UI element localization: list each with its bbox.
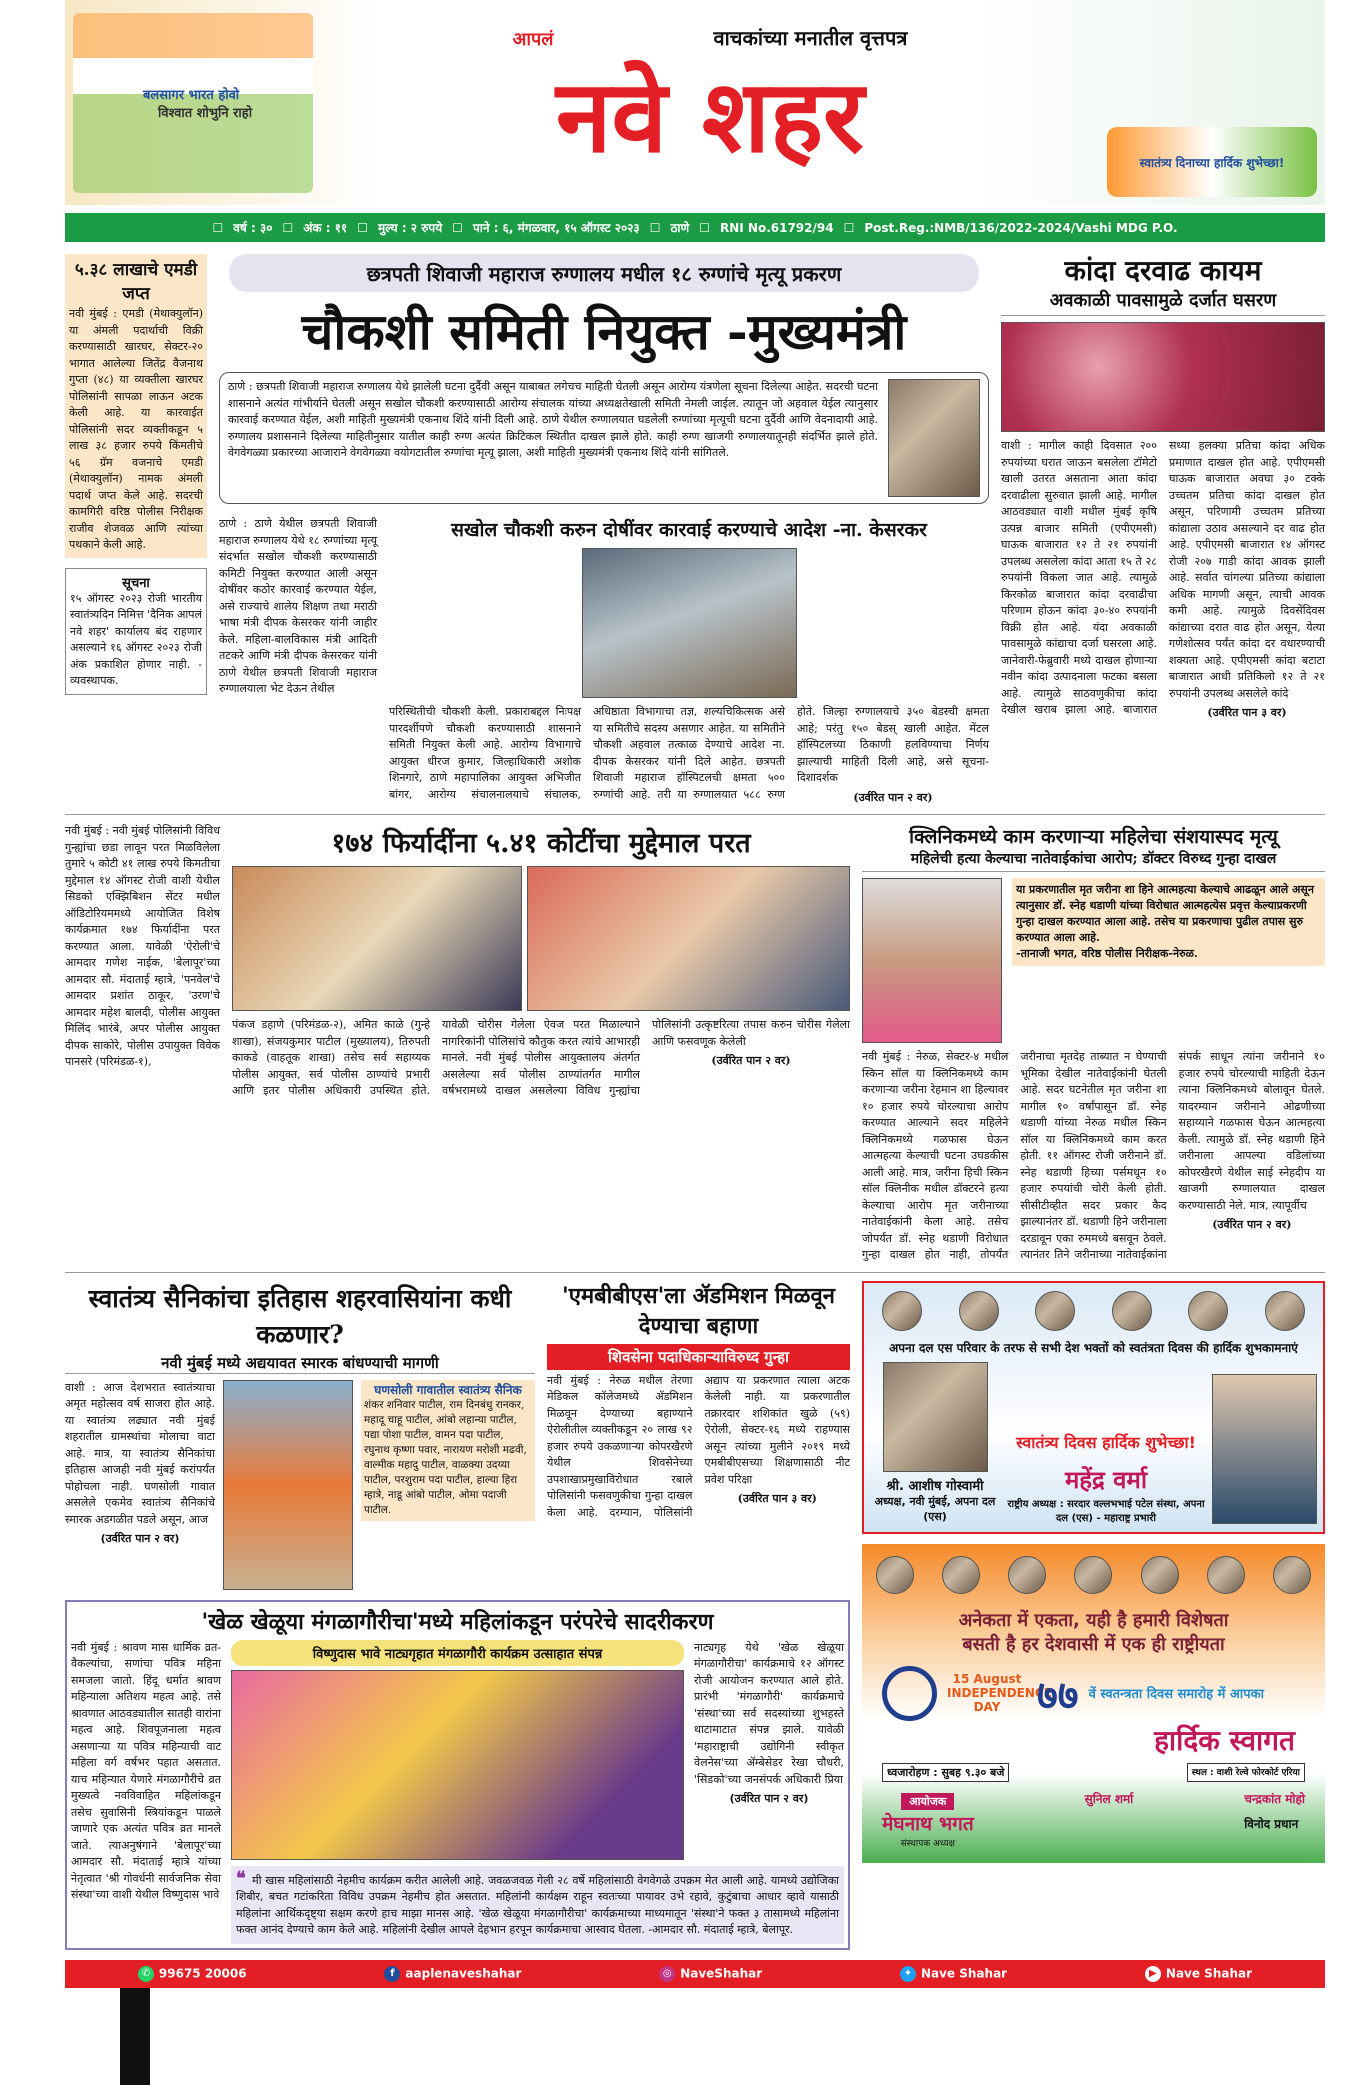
footer-youtube[interactable]: ▶ Nave Shahar <box>1145 1966 1252 1982</box>
onion-story: कांदा दरवाढ कायम अवकाळी पावसामुळे दर्जात घसरण वाशी : मागील काही दिवसात २०० रुपयांच्या घरात जाऊन बसलेला टॉमेटो खाली उतरत असताना आता कांदा दरवाढीला सुरुवात झाली आहे. मागील आठवड्यात वाशी मधील मुंबई कृषि उत्पन्न बाजार समिती (एपीएमसी) घाऊक बाजारात १२ ते २१ रुपयांनी उपलब्ध असलेला कांदा आता १५ ते २८ रुपयांनी विकला जात आहे. त्यामुळे किरकोळ बाजारात कांदा दरवाढीचा परिणाम होऊन कांदा ३०-४० रुपयांनी विक्री होत आहे. यंदा अवकाळी पावसामुळे कांद्याचा दर्जा घसरला आहे. जानेवारी-फेब्रुवारी मध्ये दाखल होणाऱ्या नवीन कांदा उत्पादनाला फटका बसला आहे. त्यामुळे साठवणुकीचा कांदा देखील खराब झाला आहे. बाजारात सध्या हलक्या प्रतिचा कांदा अधिक प्रमाणात दाखल होत आहे. एपीएमसी घाऊक बाजारात अवघा ३० टक्के उच्चतम प्रतिचा कांदा दाखल होत असून, परिणामी उच्चतम प्रतिच्या कांद्याला उठाव असल्याने दर वाढ होत आहे. एपीएमसी बाजारात १४ ऑगस्ट रोजी २०७ गाडी कांदा आवक झाली आहे. सर्वात चांगल्या प्रतिच्या कांद्याला अधिक मागणी असून, त्याची आवक कमी आहे. त्यामुळे दिवसेंदिवस कांद्याच्या दरात वाढ होत असून, येत्या गणेशोत्सव पर्यंत कांदा दर वधारण्याची शक्यता आहे. एपीएमसी कांदा बटाटा बाजारात आधी प्रतिकिलो १२ ते २१ रुपयांनी उपलब्ध असलेले कांदे (उर्वरित पान ३ वर) <box>1001 254 1325 719</box>
quote-icon: ❝ <box>236 1867 253 1889</box>
social-footer <box>65 1960 1325 1988</box>
footer-instagram[interactable]: ◎ NaveShahar <box>659 1966 762 1982</box>
slogan: विश्वात शोभुनि राहो <box>158 105 253 121</box>
ashoka-chakra-icon <box>882 1666 937 1721</box>
lead-headline: चौकशी समिती नियुक्त -मुख्यमंत्री <box>301 302 907 361</box>
footer-twitter[interactable]: ✦ Nave Shahar <box>900 1966 1007 1982</box>
khel-kicker: विष्णुदास भावे नाट्यगृहात मंगळागौरी कार्यक्रम उत्साहात संपन्न <box>231 1640 684 1666</box>
facebook-icon: f <box>384 1966 400 1982</box>
lead-article: ठाणे : छत्रपती शिवाजी महाराज रुग्णालय येथे झालेली घटना दुर्दैवी असून याबाबत लगेचच माहिती घेतली असून आरोग्य यंत्रणेला सूचना दिलेल्या आहेत. सदरची घटना शासनाने अत्यंत गांभीर्याने घेतली असून सखोल चौकशी करण्यासाठी आरोग्य संचालक यांच्या अध्यक्षतेखाली समिती नेमली जाईल. त्यातून जो अहवाल येईल त्यानुसार कारवाई करण्यात येईल, अशी माहिती मुख्यमंत्री एकनाथ शिंदे यांनी दिली आहे. ठाणे येथील रुग्णालयात घडलेली रुग्णांच्या मृत्यूची घटना दुर्दैवी आणि वेदनादायी आहे. रुग्णालय प्रशासनाने दिलेल्या माहितीनुसार यातील काही रुग्ण अत्यंत क्रिटिकल स्थितीत दाखल झाले होते. काही रुग्ण खाजगी रुग्णालयातूनही संदर्भित झाले होते. वेगवेगळ्या प्रकारच्या आजाराने वेगवेगळ्या वयोगटातील रुग्णांचा मृत्यू झाला, अशी माहिती मुख्यमंत्री एकनाथ शिंदे यांनी सांगितले. <box>219 372 989 504</box>
fighters-list-box: घणसोली गावातील स्वातंत्र्य सैनिक शंकर शनिवार पाटील, राम दिनबंधु रानकर, महादू चाहू पाटील, आंबो लहान्या पाटील, पद्या पोशा पाटील, वामन पदा पाटील, रघुनाथ कृष्णा पवार, नारायण मरोशी मढवी, वाल्मीक महादु पाटील, वाळक्या उदय्या पाटील, परशुराम पदा पाटील, हाल्या हिरा म्हात्रे, नाडू आंबो पाटील, ओमा पदाजी पाटील. <box>361 1380 535 1521</box>
mangalagauri-photo <box>231 1670 684 1860</box>
recovery-headline: १७४ फिर्यादींना ५.४१ कोटींचा मुद्देमाल परत <box>331 828 751 859</box>
freedom-fighters-story: स्वातंत्र्य सैनिकांचा इतिहास शहरवासियांना कधी कळणार? नवी मुंबई मध्ये अद्ययावत स्मारक बांधण्याची मागणी वाशी : आज देशभरात स्वातंत्र्याचा अमृत महोत्सव वर्ष साजरा होत आहे. या स्वातंत्र्य लढ्यात नवी मुंबई शहरातील ग्रामस्थांचा मोलाचा वाटा आहे. मात्र, या स्वातंत्र्य सैनिकांचा इतिहास आजही नवी मुंबई करांपर्यंत पोहोचला नाही. घणसोली गावात असलेले एकमेव स्वातंत्र्य सैनिकांचे स्मारक अडगळीत पडले असून, आज (उर्वरित पान २ वर) घणसोली गावातील स्वातंत्र्य सैनिक शंकर शनिवार पाटील, राम दिनबंधु रानकर, महादू चाहू पाटील, आंबो लहान्या पाटील, पद्या पोशा पाटील, वामन पदा पाटील, रघुनाथ कृष्णा पवार, नारायण मरोशी मढवी, वाल्मीक महादु पाटील, वाळक्या उदय्या पाटील, परशुराम पदा पाटील, हाल्या हिरा म्हात्रे, नाडू आंबो पाटील, ओमा पदाजी पाटील. <box>65 1281 535 1590</box>
masthead <box>65 0 1325 205</box>
independence-day-advertisement: अनेकता में एकता, यही है हमारी विशेषता बसती है हर देशवासी में एक ही राष्ट्रीयता 15 August INDEPENDENCE DAY ७७ वें स्वतन्त्रता दिवस समारोह में आपका हार्दिक स्वागत ध्वजारोहण : सुबह ९.३० बजे स्थल : वाशी रेल्वे फोरकोर्ट एरिया आयोजक मेघनाथ भगत संस्थापक अध्यक्ष सुनिल शर्मा चन्द्रकांत मोहो विनोद प्रधान <box>862 1544 1325 1863</box>
tagline: वाचकांच्या मनातील वृत्तपत्र <box>713 26 908 50</box>
mangalagauri-story: 'खेळ खेळूया मंगळागौरीचा'मध्ये महिलांकडून परंपरेचे सादरीकरण नवी मुंबई : श्रावण मास धार्मिक व्रत-वैकल्यांचा, सणांचा पवित्र महिना समजला जातो. हिंदू धर्मात श्रावण महिन्याला अतिशय महत्व आहे. तसे श्रावणात आठवड्यातील सातही वारांना महत्व आहे. शिवपूजनाला महत्व असणाऱ्या या पवित्र महिन्याची वाट महिला वर्ग वर्षभर पहात असतात. याच महिन्यात येणारे मंगळागौरीचे व्रत मुख्यत्वे नवविवाहित महिलांकडून तसेच सुवासिनी स्त्रियांकडून पाळले जाणारे एक अत्यंत पवित्र व्रत मानले जाते. त्याअनुषंगाने 'बेलापूर'च्या आमदार सौ. मंदाताई म्हात्रे यांच्या नेतृत्वात 'श्री गोवर्धनी सार्वजनिक सेवा संस्था'च्या वाशी येथील विष्णुदास भावे विष्णुदास भावे नाट्यगृहात मंगळागौरी कार्यक्रम उत्साहात संपन्न नाट्यगृह येथे 'खेळ खेळूया मंगळागौरीचा' कार्यक्रमाचे १२ ऑगस्ट रोजी आयोजन करण्यात आले होते. प्रारंभी 'मंगळागौरी' कार्यक्रमाचे 'संस्था'च्या सर्व सदस्यांच्या शुभहस्ते थाटामाटात संपन्न झाले. यावेळी 'महाराष्ट्राची उद्योगिनी स्वीकृत वेलनेस'च्या ॲम्बेसेडर रेखा चौधरी, 'सिडको'च्या जनसंपर्क अधिकारी प्रिया (उर्वरित पान २ वर) ❝ मी खास महिलांसाठी नेहमीच कार्यक्रम करीत आलेली आहे. जवळजवळ गेली २८ वर्षे महिलांसाठी वेगवेगळे उपक्रम मेत आली आहे. यामध्ये उद्योजिका शिबीर, बचत गटांकरिता विविध उपक्रम नेहमीच होत असतात. महिलांनी कार्यक्षम राहून स्वतःच्या पायावर उभे रहावे, कुटुंबाचा आधार व्हावे यासाठी महिलांना आर्थिकदृष्ट्या सक्षम करणे हाच माझा मानस आहे. 'खेळ खेळूया मंगळागौरीचा' कार्यक्रमाच्या माध्यमातून 'संस्था'ने फक्त ३ तासामध्ये महिलांना फक्त आनंद देण्याचे काम केले आहे. महिलांनी देखील आपले देहभान हरपून कार्यक्रमाचा आस्वाद घेतला. -आमदार सौ. मंदाताई म्हात्रे, बेलापूर. <box>65 1600 850 1950</box>
whatsapp-icon: ✆ <box>138 1966 154 1982</box>
second-headline: सखोल चौकशी करुन दोषींवर कारवाई करण्याचे आदेश -ना. केसरकर <box>451 519 927 541</box>
person1-photo <box>883 1362 988 1472</box>
chief-minister-photo <box>888 379 980 497</box>
youtube-icon: ▶ <box>1145 1966 1161 1982</box>
mbbs-banner: शिवसेना पदाधिकाऱ्याविरुध्द गुन्हा <box>547 1344 850 1370</box>
slogan: बलसागर भारत होवो <box>143 87 240 103</box>
page-edge-mark <box>120 1988 150 2085</box>
victim-photo <box>862 878 1002 1043</box>
recovery-story <box>65 823 850 1100</box>
masthead-kicker: आपलं <box>512 29 554 50</box>
notice-box: सूचना १५ ऑगस्ट २०२३ रोजी भारतीय स्वातंत्र्यदिन निमित्त 'दैनिक आपलं नवे शहर' कार्यालय बंद राहणार असल्याने १६ ऑगस्ट २०२३ रोजी अंक प्रकाशित होणार नाही. - व्यवस्थापक. <box>65 568 207 695</box>
onion-photo <box>1001 322 1325 432</box>
recovery-left-body: नवी मुंबई : नवी मुंबई पोलिसांनी विविध गुन्ह्यांचा छडा लावून परत मिळविलेला तुमारे ५ कोटी ४१ लाख रुपये किमतीचा मुद्देमाल १४ ऑगस्ट रोजी वाशी येथील सिडको एक्झिबिशन सेंटर मधील ऑडिटोरियममध्ये आयोजित विशेष कार्यक्रमात १७४ फिर्यादींना परत करण्यात आला. यावेळी 'ऐरोली'चे आमदार गणेश नाईक, 'बेलापूर'च्या आमदार सौ. मंदाताई म्हात्रे, 'पनवेल'चे आमदार प्रशांत ठाकूर, 'उरण'चे आमदार महेश बालदी, पोलीस आयुक्त मिलिंद भारंबे, अपर पोलीस आयुक्त दीपक साकोरे, पोलीस उपायुक्त विवेक पानसरे (परिमंडळ-१), <box>65 824 220 1068</box>
second-body: परिस्थितीची चौकशी केली. प्रकाराबद्दल निःपक्ष पारदर्शीपणे चौकशी करण्यासाठी शासनाने समिती नियुक्त केली आहे. आरोग्य विभागाचे आयुक्त धीरज कुमार, जिल्हाधिकारी अशोक शिनगारे, ठाणे महापालिका आयुक्त अभिजीत बांगर, आरोग्य संचालनालयाचे संचालक, अधिष्ठाता विभागाचा तज्ञ, शल्यचिकित्सक असे या समितीचे सदस्य असणार आहेत. या समितीने चौकशी अहवाल तत्काळ देण्याचे आदेश ना. दीपक केसरकर यांनी दिले आहेत. छत्रपती शिवाजी महाराज हॉस्पिटलची क्षमता ५०० रुग्णांची आहे. तरी या रुग्णालयात ५८८ रुग्ण होते. जिल्हा रुग्णालयाचे ३५० बेडस्ची क्षमता आहे; परंतु १५० बेडस् खाली आहेत. मेंटल हॉस्पिटलच्या ठिकाणी हलविण्याचा निर्णय झाल्याची माहिती दिली आहे, असे सूचना-दिशादर्शक (उर्वरित पान २ वर) <box>389 705 989 804</box>
recovery-event-photo-2 <box>527 866 850 1011</box>
person2-photo <box>1212 1374 1317 1524</box>
police-quote-box: या प्रकरणातील मृत जरीना शा हिने आत्महत्या केल्याचे आढळून आले असून त्यानुसार डॉ. स्नेह थडाणी यांच्या विरोधात आत्महत्येस प्रवृत्त केल्याप्रकरणी गुन्हा दाखल करण्यात आला आहे. तसेच या प्रकरणाचा पुढील तपास सुरु करण्यात आला आहे. -तानाजी भगत, वरिष्ठ पोलीस निरीक्षक-नेरुळ. <box>1012 878 1325 966</box>
footer-facebook[interactable]: f aaplenaveshahar <box>384 1966 521 1982</box>
mla-quote-box: ❝ मी खास महिलांसाठी नेहमीच कार्यक्रम करीत आलेली आहे. जवळजवळ गेली २८ वर्षे महिलांसाठी वेगवेगळे उपक्रम मेत आली आहे. यामध्ये उद्योजिका शिबीर, बचत गटांकरिता विविध उपक्रम नेहमीच होत असतात. महिलांनी कार्यक्षम राहून स्वतःच्या पायावर उभे रहावे, कुटुंबाचा आधार व्हावे यासाठी महिलांना आर्थिकदृष्ट्या सक्षम करणे हाच माझा मानस आहे. 'खेळ खेळूया मंगळागौरीचा' कार्यक्रमाच्या माध्यमातून 'संस्था'ने फक्त ३ तासामध्ये महिलांना फक्त आनंद देण्याचे काम केले आहे. महिलांनी देखील आपले देहभान हरपून कार्यक्रमाचा आस्वाद घेतला. -आमदार सौ. मंदाताई म्हात्रे, बेलापूर. <box>231 1866 844 1944</box>
md-seizure-story: ५.३८ लाखाचे एमडी जप्त नवी मुंबई : एमडी (मेथाक्युलॉन) या अंमली पदार्थाची विक्री करण्यासाठी खारघर, सेक्टर-२० भागात आलेल्या जितेंद्र वैजनाथ गुप्ता (४८) या व्यक्तीला खारघर पोलिसांनी सापळा लाऊन अटक केली आहे. या कारवाईत पोलिसांनी सदर व्यक्तीकडून ५ लाख ३८ हजार रुपये किंमतीचे ५६ ग्रॅम वजनाचे एमडी (मेथाक्युलॉन) नामक अंमली पदार्थ जप्त केले आहे. सदरची कामगिरी वरिष्ठ पोलीस निरीक्षक राजीव शेजवळ आणि त्यांच्या पथकाने केली आहे. <box>65 254 207 558</box>
newspaper-title: नवे शहर <box>556 57 864 175</box>
memorial-photo <box>223 1380 353 1590</box>
independence-day-badge: स्वातंत्र्य दिनाच्या हार्दिक शुभेच्छा! <box>1107 127 1317 197</box>
newspaper-page <box>65 0 1325 2085</box>
hospital-photo <box>582 548 797 698</box>
instagram-icon: ◎ <box>659 1966 675 1982</box>
clinic-story: क्लिनिकमध्ये काम करणाऱ्या महिलेचा संशयास्पद मृत्यू महिलेची हत्या केल्याचा नातेवाईकांचा आरोप; डॉक्टर विरुध्द गुन्हा दाखल या प्रकरणातील मृत जरीना शा हिने आत्महत्या केल्याचे आढळून आले असून त्यानुसार डॉ. स्नेह थडाणी यांच्या विरोधात आत्महत्येस प्रवृत्त केल्याप्रकरणी गुन्हा दाखल करण्यात आला आहे. तसेच या प्रकरणाचा पुढील तपास सुरु करण्यात आला आहे. -तानाजी भगत, वरिष्ठ पोलीस निरीक्षक-नेरुळ. नवी मुंबई : नेरुळ, सेक्टर-४ मधील स्किन सॉल या क्लिनिकमध्ये काम करणाऱ्या जरीना रेहमान शा हिल्यावर १० हजार रुपये चोरल्याचा आरोप करण्यात आल्याने सदर महिलेने क्लिनिकमध्ये गळफास घेऊन आत्महत्या केल्याची घटना उघडकीस आली आहे. मात्र, जरीना हिची स्किन सॉल क्लिनीक मधील डॉक्टरने हत्या केल्याचा आरोप मृत जरीनाच्या नातेवाईकांनी केला आहे. तसेच जोपर्यंत डॉ. स्नेह थडाणी विरोधात गुन्हा दाखल होत नाही, तोपर्यंत जरीनाचा मृतदेह ताब्यात न घेण्याची भूमिका देखील नातेवाईकांनी घेतली आहे. सदर घटनेतील मृत जरीना शा मागील १० वर्षांपासून डॉ. स्नेह थडाणी यांच्या नेरुळ मधील स्किन सॉल या क्लिनिकमध्ये काम करत होती. ११ ऑगस्ट रोजी जरीनाने डॉ. स्नेह थडाणी हिच्या पर्समधून १० हजार रुपयांची चोरी केली होती. सीसीटीव्हीत सदर प्रकार कैद झाल्यानंतर डॉ. थडाणी हिने जरीनाला दरडावून एका रुममध्ये बसवून ठेवले. त्यानंतर तिने जरीनाच्या नातेवाईकांना संपर्क साधून त्यांना जरीनाने १० हजार रुपये चोरल्याची माहिती देऊन त्याना क्लिनिकमध्ये बोलावून घेतले. यादरम्यान जरीनाने ओढणीच्या सहाय्याने गळफास घेऊन आत्महत्या केली. त्यामुळे डॉ. स्नेह थडाणी हिने जरीनाला आपल्या वडिलांच्या कोपरखैरणे येथील साई स्नेहदीप या खाजगी रुग्णालयात दाखल करण्यासाठी नेले. मात्र, त्यापूर्वीच (उर्वरित पान २ वर) <box>862 826 1325 1261</box>
second-left-body: ठाणे : ठाणे येथील छत्रपती शिवाजी महाराज रुग्णालय येथे १८ रुग्णांच्या मृत्यू संदर्भात सखोल चौकशी करण्यासाठी कमिटी नियुक्त करण्यात आली असून दोषींवर कठोर कारवाई करण्यात येईल, असे राज्याचे शालेय शिक्षण तथा मराठी भाषा मंत्री दीपक केसरकर यांनी जाहीर केले. महिला-बालविकास मंत्री आदिती तटकरे आणि मंत्री दीपक केसरकर यांनी ठाणे येथील छत्रपती शिवाजी महाराज रुग्णालयाला भेट देऊन तेथील <box>219 517 377 695</box>
twitter-icon: ✦ <box>900 1966 916 1982</box>
mbbs-story: 'एमबीबीएस'ला ॲडमिशन मिळवून देण्याचा बहाणा शिवसेना पदाधिकाऱ्याविरुध्द गुन्हा नवी मुंबई : नेरुळ मधील तेरणा मेडिकल कॉलेजमध्ये ॲडमिशन मिळवून देण्याच्या बहाण्याने ऐरोलीतील व्यक्तीकडून २० लाख ९२ हजार रुपये उकळणाऱ्या कोपरखैरणे येथील शिवसेनेच्या उपशाखाप्रमुखाविरोधात रबाले पोलिसांनी फसवणुकीचा गुन्हा दाखल केला आहे. दरम्यान, पोलिसांनी अद्याप या प्रकरणात त्याला अटक केलेली नाही. या प्रकरणातील तक्रारदार शशिकांत खुळे (५९) ऐरोली, सेक्टर-१६ मध्ये राहण्यास असून त्यांच्या मुलीने २०१९ मध्ये एमबीबीएसच्या शिक्षणासाठी नीट प्रवेश परिक्षा (उर्वरित पान ३ वर) <box>547 1282 850 1519</box>
title-block <box>513 24 908 181</box>
recovery-body: पंकज डहाणे (परिमंडळ-२), अमित काळे (गुन्हे शाखा), संजयकुमार पाटील (मुख्यालय), तिरुपती काकडे (वाहतूक शाखा) तसेच सर्व सहाय्यक पोलीस आयुक्त, सर्व पोलीस ठाण्यांचे प्रभारी आणि इतर पोलीस अधिकारी उपस्थित होते. यावेळी चोरीस गेलेला ऐवज परत मिळाल्याने नागरिकांनी पोलिसांचे कौतुक करत त्यांचे आभारही मानले. नवी मुंबई पोलीस आयुक्तालय अंतर्गत असलेल्या सर्व पोलीस ठाण्यांतर्गत मागील वर्षभरामध्ये दाखल असलेल्या विविध गुन्ह्यांचा पोलिसांनी उत्कृष्टरित्या तपास करुन चोरीस गेलेला आणि फसवणूक केलेली (उर्वरित पान २ वर) <box>232 1018 850 1097</box>
issue-info-bar: ☐ वर्ष : ३० ☐ अंक : ११ ☐ मुल्य : २ रुपये ☐ पाने : ६, मंगळवार, १५ ऑगस्ट २०२३ ☐ ठाणे ☐ RNI No.61792/94 ☐ Post.Reg.:NMB/136/2022-2024/Vashi MDG P.O. <box>65 213 1325 242</box>
footer-whatsapp[interactable]: ✆ 99675 20006 <box>138 1966 247 1982</box>
apna-dal-advertisement: अपना दल एस परिवार के तरफ से सभी देश भक्तों को स्वतंत्रता दिवस की हार्दिक शुभकामनाएं श्री. आशीष गोस्वामी अध्यक्ष, नवी मुंबई, अपना दल (एस) स्वातंत्र्य दिवस हार्दिक शुभेच्छा! महेंद्र वर्मा राष्ट्रीय अध्यक्ष : सरदार वल्लभभाई पटेल संस्था, अपना दल (एस) - महाराष्ट्र प्रभारी <box>862 1281 1325 1534</box>
slogan-block <box>73 13 313 193</box>
lead-kicker: छत्रपती शिवाजी महाराज रुग्णालय मधील १८ रुग्णांचे मृत्यू प्रकरण <box>229 254 979 292</box>
recovery-event-photo-1 <box>232 866 522 1011</box>
